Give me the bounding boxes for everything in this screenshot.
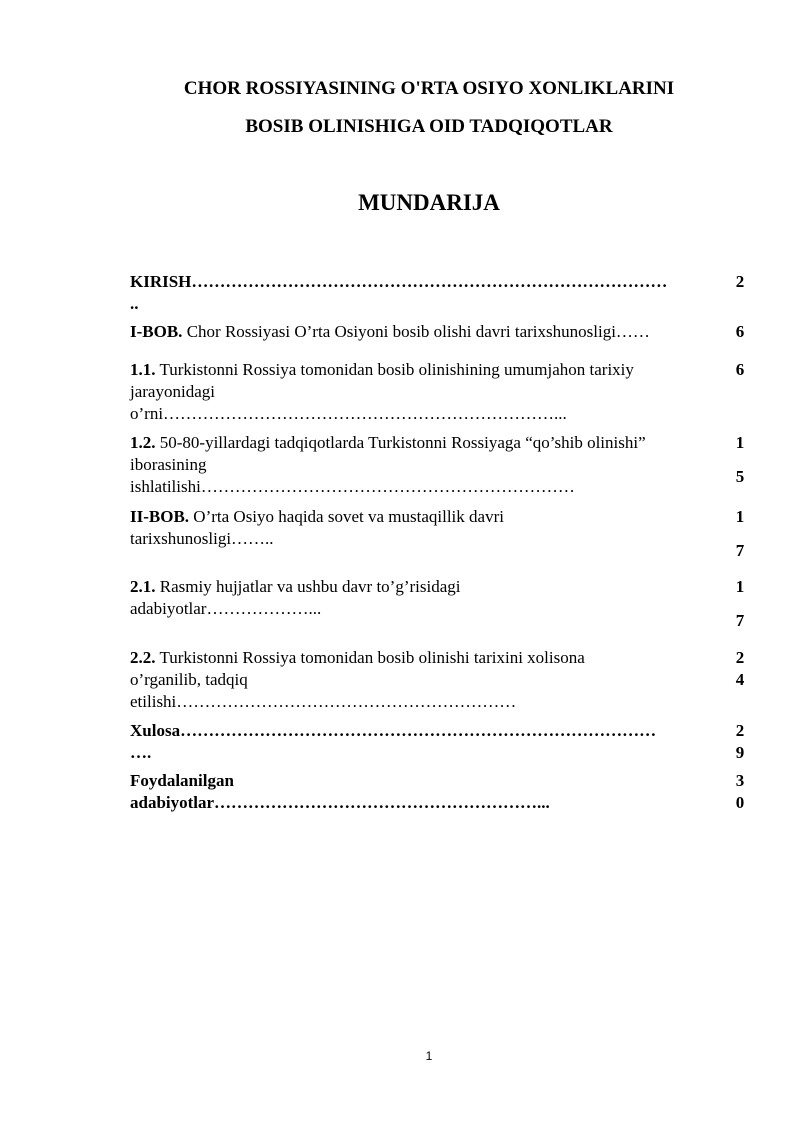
- toc-entry-title: O’rta Osiyo haqida sovet va mustaqillik davri: [189, 507, 504, 526]
- toc-entry-title: KIRISH…………………………………………………………………………: [130, 272, 668, 291]
- toc-entry-title-cont: ishlatilishi…………………………………………………………: [130, 477, 575, 496]
- document-title-line-2: BOSIB OLINISHIGA OID TADQIQOTLAR: [245, 116, 613, 137]
- toc-entry-title: Chor Rossiyasi O’rta Osiyoni bosib olishi davri tarixshunosligi……: [182, 322, 650, 341]
- toc-entry-title-cont: ..: [130, 294, 139, 313]
- toc-entry-prefix: I-BOB.: [130, 322, 183, 341]
- page-footer-number: 1: [425, 1049, 433, 1063]
- toc-entry-prefix: 2.2.: [130, 648, 156, 667]
- toc-entry-title: 50-80-yillardagi tadqiqotlarda Turkistonni Rossiyaga “qo’shib olinishi”: [155, 433, 646, 452]
- toc-page-number: 2: [735, 272, 745, 291]
- toc-entry-prefix: II-BOB.: [130, 507, 190, 526]
- toc-page-number: 1 5: [735, 433, 745, 486]
- toc-entry-title: Xulosa…………………………………………………………………………: [130, 721, 657, 740]
- toc-entry-text: [130, 321, 715, 343]
- toc-entry-text: [130, 720, 715, 764]
- toc-entry-title-cont: adabiyotlar…………………………………………………...: [130, 793, 550, 812]
- toc-entry-title: Foydalanilgan: [130, 771, 234, 790]
- toc-entry-title-cont: iborasining: [130, 455, 207, 474]
- toc-entry-title-cont: o’rganilib, tadqiq: [130, 670, 248, 689]
- toc-entry-text: [130, 359, 715, 425]
- toc-page-number: 6: [735, 322, 745, 341]
- toc-entry-title-cont: tarixshunosligi……..: [130, 529, 274, 548]
- toc-page-number: 3 0: [735, 771, 745, 812]
- toc-entry-prefix: 1.2.: [130, 433, 156, 452]
- toc-entry-title: Turkistonni Rossiya tomonidan bosib olinishi tarixini xolisona: [155, 648, 585, 667]
- toc-entry-text: [130, 506, 715, 550]
- toc-entry-title: Turkistonni Rossiya tomonidan bosib olinishining umumjahon tarixiy: [155, 360, 634, 379]
- toc-entry-text: [130, 647, 715, 713]
- toc-entry-title: Rasmiy hujjatlar va ushbu davr to’g’risidagi: [155, 577, 461, 596]
- toc-entry-text: [130, 432, 715, 498]
- toc-page-number: 6: [735, 360, 745, 379]
- toc-page-number: 1 7: [735, 507, 745, 560]
- toc-page-number: 1 7: [735, 577, 745, 630]
- toc-entry-title-cont: etilishi……………………………………………………: [130, 692, 517, 711]
- toc-entry-text: [130, 770, 715, 814]
- toc-entry-title-cont: adabiyotlar………………...: [130, 599, 322, 618]
- toc-entry-text: [130, 271, 715, 315]
- document-title-line-1: CHOR ROSSIYASINING O'RTA OSIYO XONLIKLARINI: [183, 78, 675, 99]
- toc-entry-prefix: 1.1.: [130, 360, 156, 379]
- toc-entry-prefix: 2.1.: [130, 577, 156, 596]
- toc-page-number: 2 9: [735, 721, 745, 762]
- toc-entry-title-cont: ….: [130, 743, 152, 762]
- toc-entry-title-cont: jarayonidagi: [130, 382, 215, 401]
- toc-entry-title-cont: o’rni……………………………………………………………...: [130, 404, 567, 423]
- toc-page-number: 2 4: [735, 648, 745, 689]
- toc-entry-text: [130, 576, 715, 620]
- contents-heading: MUNDARIJA: [358, 190, 500, 215]
